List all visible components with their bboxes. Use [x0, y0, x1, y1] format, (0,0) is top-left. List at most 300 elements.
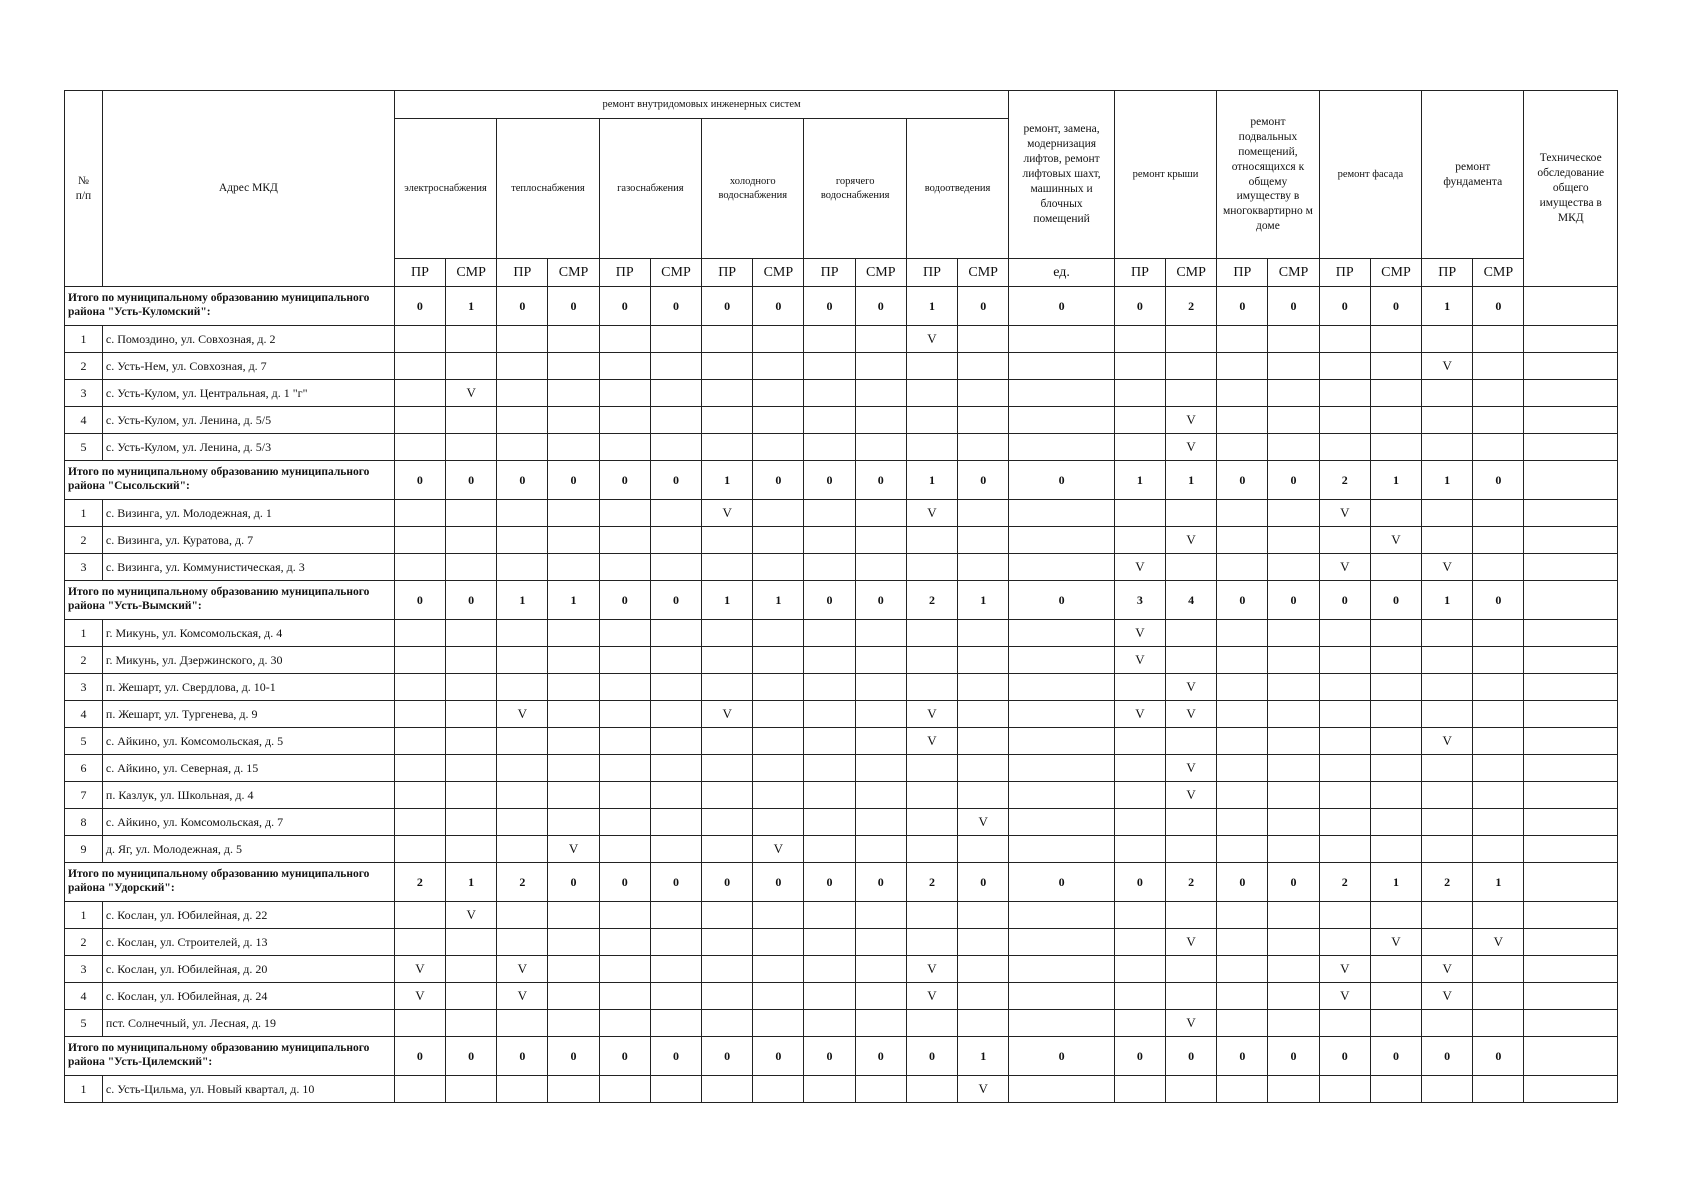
district-total-cell: 0	[1268, 461, 1319, 500]
empty-cell	[548, 809, 599, 836]
district-total-cell: 0	[1009, 461, 1115, 500]
empty-cell	[958, 353, 1009, 380]
building-row	[65, 380, 1618, 407]
empty-cell	[394, 929, 445, 956]
empty-cell	[1370, 728, 1421, 755]
smr-subheader: СМР	[446, 259, 497, 287]
empty-cell	[1319, 836, 1370, 863]
repair-plan-sheet	[64, 90, 1618, 1103]
district-total-cell: 1	[1422, 287, 1473, 326]
empty-cell	[804, 353, 855, 380]
empty-cell	[1370, 983, 1421, 1010]
district-total-cell: 0	[599, 581, 650, 620]
empty-cell	[497, 500, 548, 527]
district-total-cell: 1	[958, 581, 1009, 620]
empty-cell	[1524, 929, 1618, 956]
empty-cell	[1524, 782, 1618, 809]
empty-cell	[548, 755, 599, 782]
empty-cell	[1422, 380, 1473, 407]
empty-cell	[1114, 809, 1165, 836]
empty-cell	[753, 728, 804, 755]
empty-cell	[446, 1010, 497, 1037]
empty-cell	[1370, 620, 1421, 647]
empty-cell	[1268, 809, 1319, 836]
empty-cell	[1114, 755, 1165, 782]
pr-subheader: ПР	[1422, 259, 1473, 287]
empty-cell	[906, 1010, 957, 1037]
empty-cell	[1524, 983, 1618, 1010]
building-row	[65, 527, 1618, 554]
empty-cell	[753, 407, 804, 434]
empty-cell	[702, 755, 753, 782]
empty-cell	[497, 527, 548, 554]
empty-cell	[1370, 380, 1421, 407]
empty-cell	[1473, 500, 1524, 527]
empty-cell	[958, 956, 1009, 983]
empty-cell	[753, 956, 804, 983]
empty-cell	[446, 983, 497, 1010]
empty-cell	[1217, 701, 1268, 728]
empty-cell	[1319, 326, 1370, 353]
empty-cell	[650, 554, 701, 581]
district-total-cell: 0	[1370, 1037, 1421, 1076]
empty-cell	[958, 326, 1009, 353]
district-total-cell: 0	[1268, 1037, 1319, 1076]
smr-subheader: СМР	[1166, 259, 1217, 287]
empty-cell	[1319, 407, 1370, 434]
empty-cell	[394, 380, 445, 407]
building-row	[65, 929, 1618, 956]
empty-cell	[702, 434, 753, 461]
empty-cell	[906, 755, 957, 782]
district-total-cell: 0	[497, 461, 548, 500]
row-number: 2	[65, 929, 103, 956]
empty-cell	[906, 380, 957, 407]
empty-cell	[804, 620, 855, 647]
empty-cell	[1268, 728, 1319, 755]
empty-cell	[548, 728, 599, 755]
empty-cell	[1524, 500, 1618, 527]
district-total-cell: 0	[650, 461, 701, 500]
empty-cell	[1319, 620, 1370, 647]
empty-cell	[497, 902, 548, 929]
empty-cell	[855, 836, 906, 863]
district-total-cell: 0	[650, 863, 701, 902]
pr-subheader: ПР	[497, 259, 548, 287]
empty-cell	[1524, 1076, 1618, 1103]
empty-cell	[394, 326, 445, 353]
district-total-cell: 0	[1473, 581, 1524, 620]
empty-cell	[855, 554, 906, 581]
empty-cell	[1009, 809, 1115, 836]
empty-cell	[1319, 353, 1370, 380]
building-address: с. Визинга, ул. Куратова, д. 7	[102, 527, 394, 554]
empty-cell	[650, 701, 701, 728]
empty-cell	[1422, 674, 1473, 701]
empty-cell	[497, 380, 548, 407]
building-row	[65, 647, 1618, 674]
empty-cell	[1217, 500, 1268, 527]
work-mark: V	[1114, 554, 1165, 581]
empty-cell	[1422, 620, 1473, 647]
empty-cell	[1319, 902, 1370, 929]
empty-cell	[650, 929, 701, 956]
empty-cell	[650, 836, 701, 863]
empty-cell	[958, 500, 1009, 527]
row-number: 5	[65, 728, 103, 755]
pr-subheader: ПР	[394, 259, 445, 287]
system-header-hot-water	[804, 119, 906, 259]
empty-cell	[599, 647, 650, 674]
empty-cell	[702, 326, 753, 353]
empty-cell	[855, 1010, 906, 1037]
row-number: 4	[65, 983, 103, 1010]
district-total-cell: 2	[1166, 863, 1217, 902]
empty-cell	[394, 527, 445, 554]
row-number: 9	[65, 836, 103, 863]
building-row	[65, 1076, 1618, 1103]
empty-cell	[1217, 809, 1268, 836]
district-total-cell: 1	[1422, 581, 1473, 620]
empty-cell	[1166, 500, 1217, 527]
district-total-cell: 0	[599, 461, 650, 500]
empty-cell	[906, 434, 957, 461]
empty-cell	[1319, 527, 1370, 554]
empty-cell	[753, 620, 804, 647]
empty-cell	[702, 983, 753, 1010]
empty-cell	[650, 782, 701, 809]
empty-cell	[1268, 407, 1319, 434]
building-address: п. Жешарт, ул. Свердлова, д. 10-1	[102, 674, 394, 701]
empty-cell	[1166, 647, 1217, 674]
empty-cell	[1319, 728, 1370, 755]
district-total-cell: 0	[1473, 1037, 1524, 1076]
district-total-cell: 1	[1473, 863, 1524, 902]
empty-cell	[1268, 1010, 1319, 1037]
empty-cell	[446, 929, 497, 956]
building-address: с. Помоздино, ул. Совхозная, д. 2	[102, 326, 394, 353]
district-total-cell: 0	[855, 863, 906, 902]
district-total-cell: 2	[394, 863, 445, 902]
building-address: с. Кослан, ул. Юбилейная, д. 20	[102, 956, 394, 983]
empty-cell	[702, 809, 753, 836]
district-total-cell: 0	[753, 461, 804, 500]
empty-cell	[650, 500, 701, 527]
empty-cell	[1370, 956, 1421, 983]
work-mark: V	[1319, 554, 1370, 581]
empty-cell	[855, 782, 906, 809]
empty-cell	[1268, 326, 1319, 353]
empty-cell	[650, 620, 701, 647]
empty-cell	[497, 836, 548, 863]
empty-cell	[1473, 836, 1524, 863]
building-row	[65, 902, 1618, 929]
district-total-cell: 0	[1114, 287, 1165, 326]
table-body	[65, 287, 1618, 1103]
work-mark: V	[497, 983, 548, 1010]
empty-cell	[394, 728, 445, 755]
internal-systems-header	[394, 91, 1008, 119]
empty-cell	[599, 755, 650, 782]
building-row	[65, 701, 1618, 728]
empty-cell	[1009, 326, 1115, 353]
empty-cell	[1268, 1076, 1319, 1103]
district-total-cell: 0	[1319, 1037, 1370, 1076]
district-total-cell: 1	[753, 581, 804, 620]
empty-cell	[958, 902, 1009, 929]
work-mark: V	[1166, 755, 1217, 782]
empty-cell	[599, 353, 650, 380]
empty-cell	[548, 353, 599, 380]
empty-cell	[753, 500, 804, 527]
empty-cell	[958, 620, 1009, 647]
district-total-cell: 0	[855, 1037, 906, 1076]
row-number: 4	[65, 701, 103, 728]
empty-cell	[394, 902, 445, 929]
empty-cell	[1319, 929, 1370, 956]
district-total-cell: 0	[906, 1037, 957, 1076]
district-total-cell: 0	[1114, 1037, 1165, 1076]
row-number: 2	[65, 527, 103, 554]
empty-cell	[1009, 674, 1115, 701]
empty-cell	[855, 647, 906, 674]
facade-label: ремонт фасада	[1337, 168, 1404, 180]
empty-cell	[446, 500, 497, 527]
empty-cell	[855, 407, 906, 434]
empty-cell	[702, 647, 753, 674]
empty-cell	[1217, 929, 1268, 956]
empty-cell	[1009, 353, 1115, 380]
empty-cell	[753, 1010, 804, 1037]
empty-cell	[650, 1010, 701, 1037]
pr-subheader: ПР	[599, 259, 650, 287]
empty-cell	[1422, 701, 1473, 728]
system-header-gas	[599, 119, 701, 259]
empty-cell	[753, 983, 804, 1010]
district-total-label: Итого по муниципальному образованию муниципального района "Сысольский":	[65, 461, 395, 500]
district-total-cell: 0	[702, 287, 753, 326]
empty-cell	[1422, 782, 1473, 809]
internal-systems-label: ремонт внутридомовых инженерных систем	[602, 98, 801, 110]
empty-cell	[958, 1010, 1009, 1037]
district-total-cell: 0	[855, 461, 906, 500]
work-mark: V	[1370, 527, 1421, 554]
district-total-cell: 0	[753, 1037, 804, 1076]
empty-cell	[753, 434, 804, 461]
empty-cell	[1473, 755, 1524, 782]
repair-plan-table	[64, 90, 1618, 1103]
empty-cell	[1114, 500, 1165, 527]
empty-cell	[446, 434, 497, 461]
empty-cell	[1009, 1010, 1115, 1037]
empty-cell	[804, 1076, 855, 1103]
empty-cell	[394, 836, 445, 863]
system-header-sewerage	[906, 119, 1008, 259]
empty-cell	[855, 1076, 906, 1103]
row-number: 5	[65, 434, 103, 461]
empty-cell	[1217, 983, 1268, 1010]
district-total-cell: 1	[958, 1037, 1009, 1076]
empty-cell	[906, 836, 957, 863]
empty-cell	[1473, 434, 1524, 461]
empty-cell	[599, 728, 650, 755]
empty-cell	[1422, 434, 1473, 461]
district-total-cell: 0	[1473, 287, 1524, 326]
empty-cell	[1319, 380, 1370, 407]
empty-cell	[548, 500, 599, 527]
empty-cell	[446, 620, 497, 647]
row-number: 2	[65, 647, 103, 674]
work-mark: V	[1166, 674, 1217, 701]
empty-cell	[1114, 1076, 1165, 1103]
empty-cell	[1370, 1076, 1421, 1103]
work-mark: V	[906, 956, 957, 983]
empty-cell	[1217, 353, 1268, 380]
empty-cell	[599, 701, 650, 728]
empty-cell	[702, 380, 753, 407]
empty-cell	[1422, 326, 1473, 353]
empty-cell	[1268, 701, 1319, 728]
work-mark: V	[446, 902, 497, 929]
work-mark: V	[906, 326, 957, 353]
empty-cell	[702, 929, 753, 956]
smr-subheader: СМР	[1268, 259, 1319, 287]
empty-cell	[1422, 1076, 1473, 1103]
district-total-cell: 0	[753, 287, 804, 326]
empty-cell	[497, 755, 548, 782]
empty-cell	[958, 554, 1009, 581]
work-mark: V	[1166, 1010, 1217, 1037]
empty-cell	[599, 929, 650, 956]
roof-header	[1114, 91, 1216, 259]
building-row	[65, 983, 1618, 1010]
empty-cell	[1009, 1076, 1115, 1103]
smr-subheader: СМР	[650, 259, 701, 287]
work-mark: V	[1114, 701, 1165, 728]
empty-cell	[753, 527, 804, 554]
district-total-cell: 0	[548, 287, 599, 326]
empty-cell	[650, 647, 701, 674]
district-total-cell: 0	[650, 287, 701, 326]
empty-cell	[446, 809, 497, 836]
building-address: г. Микунь, ул. Комсомольская, д. 4	[102, 620, 394, 647]
empty-cell	[855, 527, 906, 554]
empty-cell	[906, 407, 957, 434]
building-address: с. Визинга, ул. Коммунистическая, д. 3	[102, 554, 394, 581]
empty-cell	[1217, 434, 1268, 461]
empty-cell	[804, 809, 855, 836]
district-total-cell: 2	[497, 863, 548, 902]
empty-cell	[497, 434, 548, 461]
district-total-cell: 3	[1114, 581, 1165, 620]
empty-cell	[1524, 755, 1618, 782]
empty-cell	[650, 809, 701, 836]
work-mark: V	[906, 728, 957, 755]
empty-cell	[1217, 836, 1268, 863]
district-total-cell: 0	[855, 581, 906, 620]
empty-cell	[497, 1076, 548, 1103]
empty-cell	[548, 956, 599, 983]
empty-cell	[1422, 809, 1473, 836]
empty-cell	[804, 956, 855, 983]
facade-header	[1319, 91, 1421, 259]
district-total-cell: 0	[599, 863, 650, 902]
district-total-cell	[1524, 863, 1618, 902]
empty-cell	[855, 674, 906, 701]
empty-cell	[855, 434, 906, 461]
empty-cell	[753, 809, 804, 836]
empty-cell	[804, 380, 855, 407]
empty-cell	[702, 836, 753, 863]
unit-subheader: ед.	[1009, 259, 1115, 287]
row-number: 2	[65, 353, 103, 380]
work-mark: V	[1166, 407, 1217, 434]
building-row	[65, 674, 1618, 701]
building-address: с. Айкино, ул. Комсомольская, д. 7	[102, 809, 394, 836]
empty-cell	[394, 755, 445, 782]
empty-cell	[548, 1076, 599, 1103]
empty-cell	[1114, 728, 1165, 755]
empty-cell	[394, 500, 445, 527]
empty-cell	[1009, 983, 1115, 1010]
row-number: 3	[65, 956, 103, 983]
empty-cell	[804, 500, 855, 527]
empty-cell	[1370, 554, 1421, 581]
district-total-cell: 0	[804, 863, 855, 902]
empty-cell	[599, 836, 650, 863]
district-total-row	[65, 461, 1618, 500]
empty-cell	[548, 929, 599, 956]
district-total-cell: 0	[1370, 581, 1421, 620]
empty-cell	[804, 1010, 855, 1037]
empty-cell	[650, 1076, 701, 1103]
empty-cell	[958, 755, 1009, 782]
empty-cell	[1166, 728, 1217, 755]
empty-cell	[1370, 674, 1421, 701]
empty-cell	[650, 326, 701, 353]
empty-cell	[906, 647, 957, 674]
empty-cell	[1166, 326, 1217, 353]
work-mark: V	[1319, 956, 1370, 983]
empty-cell	[548, 1010, 599, 1037]
empty-cell	[1009, 407, 1115, 434]
empty-cell	[804, 554, 855, 581]
district-total-cell: 0	[855, 287, 906, 326]
empty-cell	[1114, 434, 1165, 461]
empty-cell	[497, 326, 548, 353]
district-total-cell: 2	[1319, 461, 1370, 500]
district-total-cell: 1	[1370, 461, 1421, 500]
empty-cell	[548, 326, 599, 353]
number-column-header	[65, 91, 103, 287]
building-row	[65, 836, 1618, 863]
district-total-row	[65, 1037, 1618, 1076]
empty-cell	[1009, 620, 1115, 647]
empty-cell	[958, 674, 1009, 701]
system-header-electricity	[394, 119, 496, 259]
empty-cell	[1009, 956, 1115, 983]
empty-cell	[702, 728, 753, 755]
district-total-cell: 0	[1217, 461, 1268, 500]
work-mark: V	[446, 380, 497, 407]
building-row	[65, 809, 1618, 836]
empty-cell	[1473, 674, 1524, 701]
empty-cell	[1166, 620, 1217, 647]
empty-cell	[1217, 554, 1268, 581]
building-address: д. Яг, ул. Молодежная, д. 5	[102, 836, 394, 863]
empty-cell	[1166, 902, 1217, 929]
empty-cell	[753, 755, 804, 782]
